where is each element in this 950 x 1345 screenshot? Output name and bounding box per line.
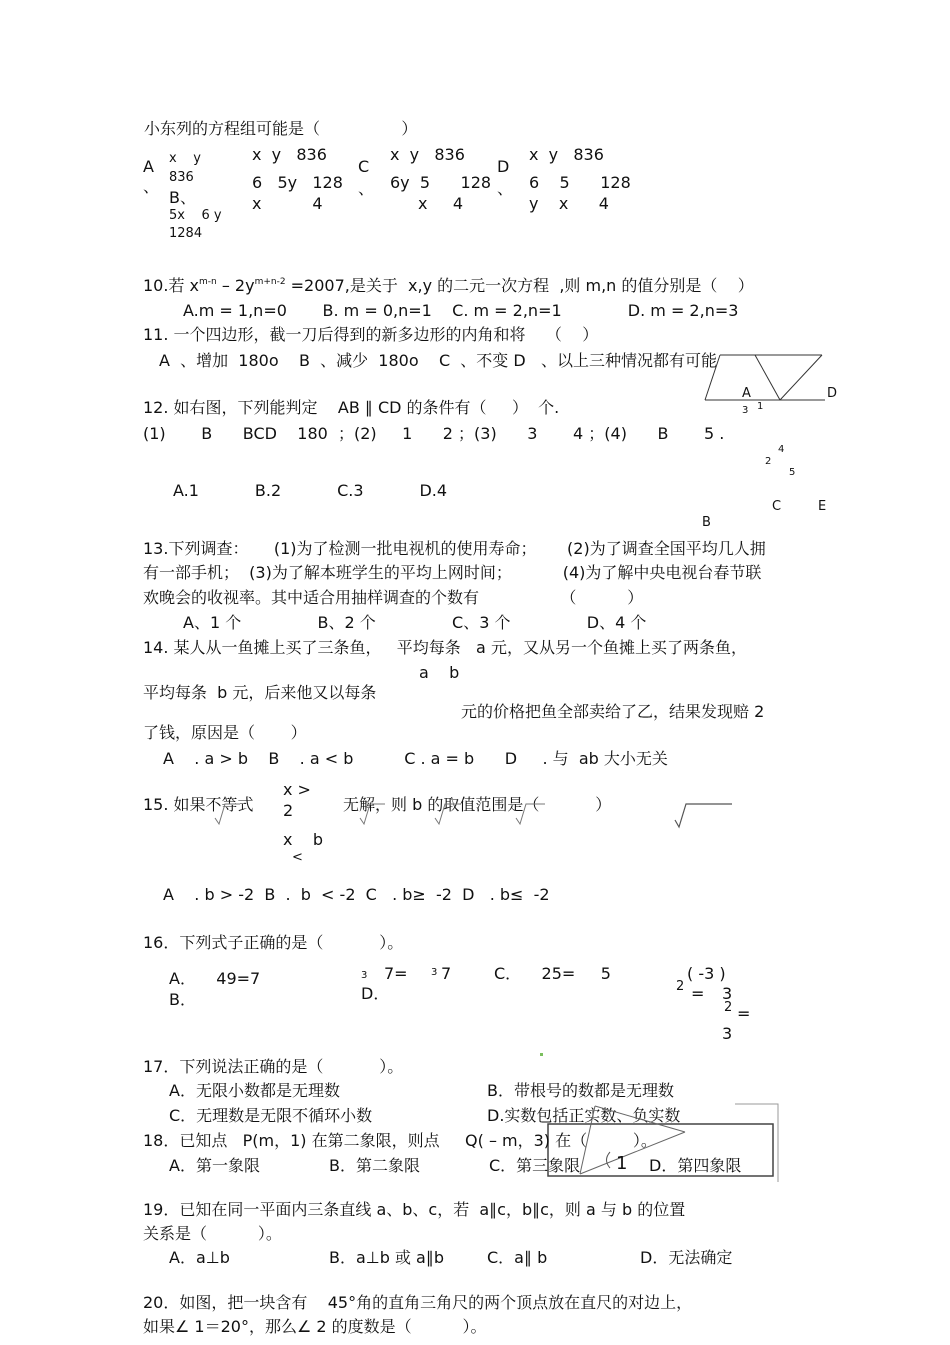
q16-option-a: A． 49=7 bbox=[169, 969, 261, 988]
q13-line2: 有一部手机； (3)为了解本班学生的平均上网时间； (4)为了解中央电视台春节联 bbox=[143, 563, 762, 582]
q9-d-line1: x y 836 bbox=[529, 145, 604, 164]
fig-label-a: A bbox=[742, 386, 751, 401]
q15-bot1: x b bbox=[283, 830, 323, 849]
q15-stem: 15. 如果不等式 bbox=[143, 795, 254, 814]
q16-exp2: 2 bbox=[724, 1000, 733, 1015]
q11-options: A 、增加 180o B 、减少 180o C 、不变 D 、以上三种情况都有可能 bbox=[159, 351, 717, 370]
fig-label-c: C bbox=[772, 499, 782, 514]
fig-label-b: B bbox=[702, 515, 711, 530]
q18-option-b: B．第二象限 bbox=[329, 1156, 420, 1175]
q14-line2: 平均每条 b 元，后来他又以每条 bbox=[143, 683, 377, 702]
q9-b-line2: 6 5y 128 bbox=[252, 173, 343, 192]
q9-c-line1: x y 836 bbox=[390, 145, 465, 164]
q9-option-c-label: C bbox=[358, 157, 370, 176]
q16-val2: 3 bbox=[722, 1024, 733, 1043]
q16-exp: 2 bbox=[676, 979, 685, 994]
q16-val1: 3 bbox=[722, 984, 733, 1003]
q9-a-line4: 1284 bbox=[169, 226, 203, 241]
q18-option-c: C．第三象限 bbox=[489, 1156, 581, 1175]
fig-label-1: 1 bbox=[757, 401, 764, 412]
q16-c-index1: 3 bbox=[361, 970, 368, 981]
q16-eq2: = bbox=[737, 1004, 751, 1023]
q15-mid: 无解，则 b 的取值范围是（ ） bbox=[343, 795, 612, 814]
q17-option-a: A．无限小数都是无理数 bbox=[169, 1081, 340, 1100]
q16-stem: 16．下列式子正确的是（ ）。 bbox=[143, 933, 404, 952]
q16-c-index2: 3 bbox=[431, 967, 438, 978]
q13-line3: 欢晚会的收视率。其中适合用抽样调查的个数有 （ ） bbox=[143, 588, 644, 607]
parallel-lines-figure bbox=[700, 352, 830, 402]
q9-option-a-mark: 、 bbox=[143, 177, 160, 196]
q9-d-line2: 6 5 128 bbox=[529, 173, 631, 192]
q9-intro: 小东列的方程组可能是（ ） bbox=[144, 119, 418, 138]
q14-options: A . a > b B . a < b C . a = b D . 与 ab 大小无关 bbox=[163, 749, 668, 768]
q16-option-b: B． bbox=[169, 990, 196, 1009]
q10-stem: 10.若 $x^{m-n} - 2y^{m+n-2} =2007$,是关于 x,y 的二元一次方程 ,则 m,n 的值分别是（ ） bbox=[143, 276, 754, 295]
q14-line3: 元的价格把鱼全部卖给了乙，结果发现赔 2 bbox=[461, 702, 765, 721]
stray-dot bbox=[540, 1053, 543, 1056]
q13-line1: 13.下列调查： (1)为了检测一批电视机的使用寿命； (2)为了调查全国平均几人拥 bbox=[143, 539, 766, 558]
q11-stem: 11. 一个四边形，截一刀后得到的新多边形的内角和将 （ ） bbox=[143, 325, 599, 344]
q16-eq1: = bbox=[691, 984, 705, 1003]
angle-1-label: 1 bbox=[616, 1153, 628, 1174]
q9-option-c-mark: 、 bbox=[358, 179, 375, 198]
q9-option-a-label: A bbox=[143, 157, 154, 176]
q20-line2: 如果∠ 1＝20°，那么∠ 2 的度数是（ ）。 bbox=[143, 1317, 487, 1336]
q16-option-d: D． bbox=[361, 984, 390, 1003]
q16-c-mid: 7= bbox=[384, 964, 408, 983]
fig-label-3: 3 bbox=[742, 405, 749, 416]
q19-line1: 19．已知在同一平面内三条直线 a、b、c，若 a∥c，b∥c，则 a 与 b 的位置 bbox=[143, 1200, 686, 1219]
q9-a-line2: 836 bbox=[169, 170, 194, 185]
q18-option-a: A．第一象限 bbox=[169, 1156, 260, 1175]
q19-option-b: B．a⊥b 或 a∥b bbox=[329, 1248, 445, 1267]
q15-options: A . b > -2 B . b < -2 C . b≥ -2 D . b≤ -2 bbox=[163, 885, 550, 904]
q12-conditions: (1) B BCD 180 ；(2) 1 2 ；(3) 3 4 ；(4) B 5 . bbox=[143, 424, 725, 443]
q9-b-line3: x 4 bbox=[252, 194, 323, 213]
q20-line1: 20．如图，把一块含有 45°角的直角三角尺的两个顶点放在直尺的对边上， bbox=[143, 1293, 693, 1312]
q16-option-c: C． 25= 5 bbox=[494, 964, 611, 983]
q14-fraction: a b bbox=[419, 663, 460, 682]
q17-stem: 17．下列说法正确的是（ ）。 bbox=[143, 1057, 404, 1076]
q19-option-c: C．a∥ b bbox=[487, 1248, 548, 1267]
q12-options: A.1 B.2 C.3 D.4 bbox=[173, 481, 448, 500]
q9-option-d-label: D bbox=[497, 157, 510, 176]
fig-label-5: 5 bbox=[789, 467, 796, 478]
q15-top2: 2 bbox=[283, 801, 294, 820]
q19-line2: 关系是（ ）。 bbox=[143, 1224, 282, 1243]
q18-option-d: D．第四象限 bbox=[649, 1156, 742, 1175]
fig-label-e: E bbox=[818, 499, 827, 514]
q9-c-line2: 6y 5 128 bbox=[390, 173, 492, 192]
q9-b-line1: x y 836 bbox=[252, 145, 327, 164]
fig-label-d: D bbox=[827, 386, 838, 401]
q16-radicand: ( -3 ) bbox=[687, 964, 726, 983]
q12-stem: 12. 如右图，下列能判定 AB ∥ CD 的条件有（ ） 个. bbox=[143, 398, 560, 417]
fig-label-2: 2 bbox=[765, 456, 772, 467]
q15-top1: x > bbox=[283, 780, 311, 799]
q9-c-line3: x 4 bbox=[418, 194, 464, 213]
q17-option-c: C．无理数是无限不循环小数 bbox=[169, 1106, 373, 1125]
fig-label-4: 4 bbox=[778, 444, 785, 455]
q16-c-end: 7 bbox=[441, 964, 452, 983]
q18-stem: 18．已知点 P(m，1) 在第二象限，则点 Q( – m，3) 在（ ）。 bbox=[143, 1131, 657, 1150]
q14-line1: 14. 某人从一鱼摊上买了三条鱼， 平均每条 a 元，又从另一个鱼摊上买了两条鱼， bbox=[143, 638, 747, 657]
q9-a-line1: x y bbox=[169, 151, 201, 166]
q14-line4: 了钱，原因是（ ） bbox=[143, 723, 307, 742]
q9-a-line3: 5x 6 y bbox=[169, 208, 222, 223]
q17-option-b: B．带根号的数都是无理数 bbox=[487, 1081, 674, 1100]
q15-bot2: < bbox=[292, 850, 303, 865]
q13-options: A、1 个 B、2 个 C、3 个 D、4 个 bbox=[183, 613, 647, 632]
q9-option-b-label: B、 bbox=[169, 188, 196, 207]
q19-option-d: D．无法确定 bbox=[640, 1248, 733, 1267]
q17-option-d: D.实数包括正实数、负实数 bbox=[487, 1106, 681, 1125]
q10-options: A.m = 1,n=0 B. m = 0,n=1 C. m = 2,n=1 D. m = 2,n=3 bbox=[183, 301, 739, 320]
radical-signs-decoration bbox=[210, 800, 770, 830]
q19-option-a: A．a⊥b bbox=[169, 1248, 230, 1267]
q9-d-line3: y x 4 bbox=[529, 194, 609, 213]
q9-option-d-mark: 、 bbox=[497, 179, 514, 198]
